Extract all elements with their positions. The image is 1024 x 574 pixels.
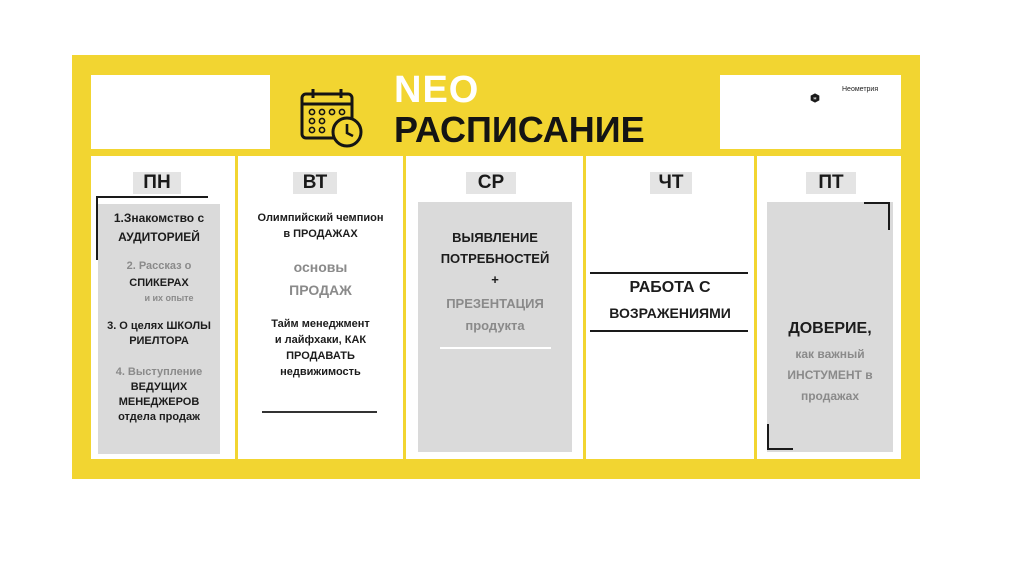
bracket-fri-bottom-h (767, 448, 793, 450)
mon-item-4d: отдела продаж (118, 411, 200, 423)
divider-mon-vertical (96, 196, 98, 260)
tue-item-2: в ПРОДАЖАХ (283, 228, 358, 240)
mon-item-1a: 1.Знакомство с (113, 211, 205, 225)
bracket-fri-top-h (864, 202, 890, 204)
tue-item-4: ПРОДАЖ (289, 282, 352, 298)
divider-mon (96, 196, 208, 198)
wed-item-2: ПОТРЕБНОСТЕЙ (440, 251, 550, 266)
wed-item-1: ВЫЯВЛЕНИЕ (452, 230, 538, 245)
day-tag-wed: СР (466, 172, 516, 194)
calendar-clock-icon (298, 86, 368, 152)
wed-item-3: + (491, 272, 499, 287)
divider-thu-bottom (590, 330, 748, 332)
mon-item-1b: АУДИТОРИЕЙ (118, 230, 200, 244)
tue-item-3: основы (293, 259, 348, 275)
mon-item-2a: 2. Рассказ о (126, 260, 192, 272)
mon-item-2b: СПИКЕРАХ (129, 277, 189, 289)
tue-item-8: недвижимость (280, 366, 361, 378)
tue-item-5: Тайм менеджмент (271, 318, 370, 330)
wed-item-5: продукта (465, 318, 525, 333)
logo-name: Неометрия (842, 86, 879, 93)
fri-item-4: продажах (800, 389, 860, 403)
svg-text:H: H (813, 95, 817, 101)
title-neo: NEO (394, 69, 480, 111)
mon-item-4c: МЕНЕДЖЕРОВ (118, 396, 200, 408)
divider-thu-top (590, 272, 748, 274)
mon-item-2c: и их опыте (144, 293, 194, 303)
divider-tue (262, 411, 377, 413)
fri-item-3: ИНСТУМЕНТ в (787, 368, 873, 382)
thu-item-2: ВОЗРАЖЕНИЯМИ (609, 305, 731, 321)
wed-item-4: ПРЕЗЕНТАЦИЯ (446, 296, 544, 311)
fri-item-1: ДОВЕРИЕ, (788, 320, 872, 337)
tue-item-7: ПРОДАВАТЬ (286, 350, 355, 362)
bracket-fri-bottom-v (767, 424, 769, 450)
mon-item-3b: РИЕЛТОРА (129, 335, 189, 347)
mon-item-4b: ВЕДУЩИХ (130, 381, 188, 393)
mon-item-3a: 3. О целях ШКОЛЫ (107, 320, 211, 332)
logo-icon (810, 83, 840, 113)
tue-item-1: Олимпийский чемпион (257, 212, 384, 224)
page-title: РАСПИСАНИЕ (394, 109, 645, 150)
day-tag-thu: ЧТ (650, 172, 692, 194)
divider-wed (440, 347, 551, 349)
top-left-panel (91, 75, 270, 149)
mon-item-4a: 4. Выступление (115, 366, 203, 378)
day-tag-mon: ПН (133, 172, 181, 194)
bracket-fri-top-v (888, 202, 890, 230)
tue-item-6: и лайфхаки, КАК (274, 334, 367, 346)
day-tag-fri: ПТ (806, 172, 856, 194)
day-tag-tue: ВТ (293, 172, 337, 194)
thu-item-1: РАБОТА С (629, 279, 711, 296)
column-tue (238, 156, 403, 459)
fri-item-2: как важный (795, 347, 865, 361)
